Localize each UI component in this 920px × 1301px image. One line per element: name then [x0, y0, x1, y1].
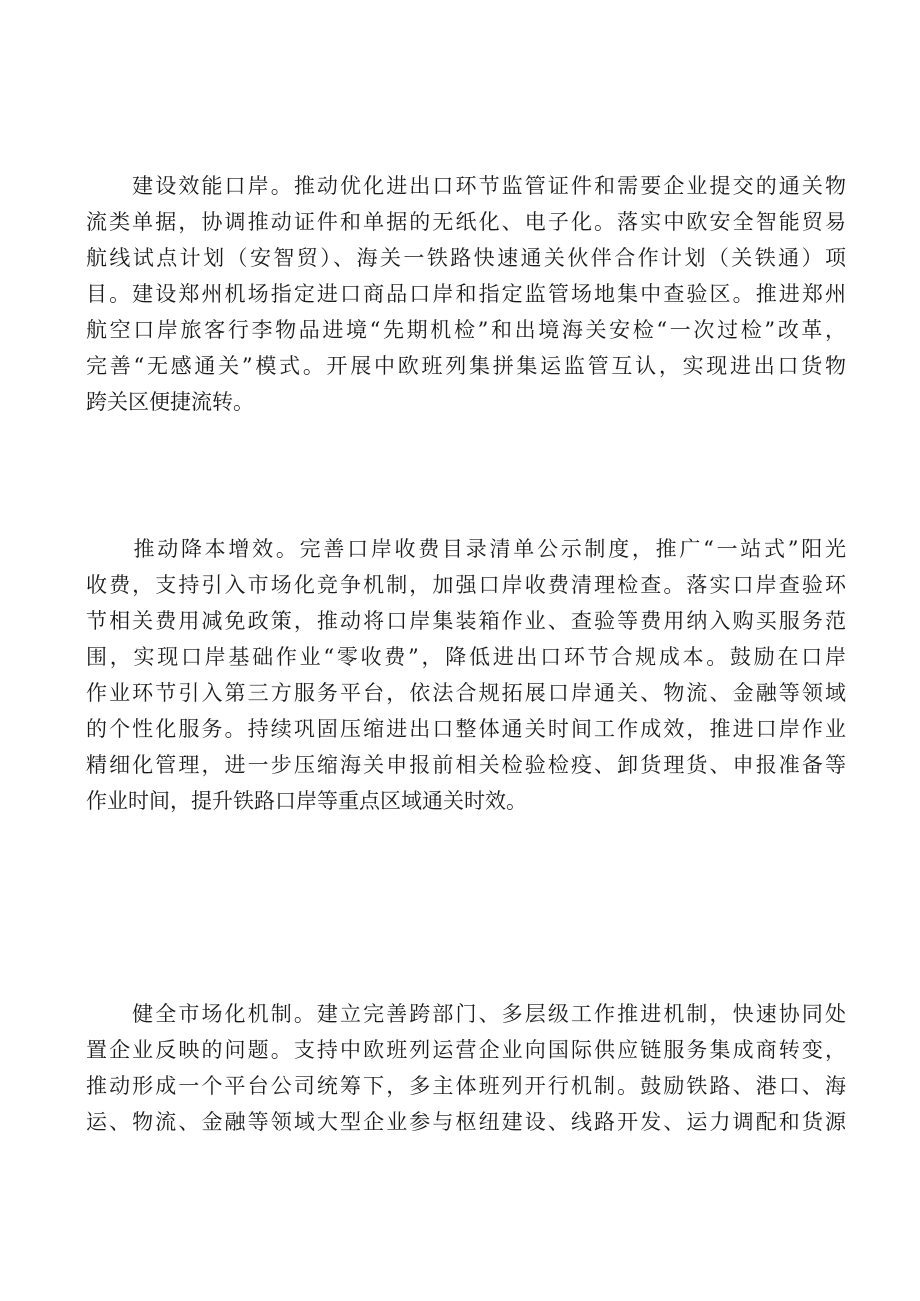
- text-line: 收费，支持引入市场化竞争机制，加强口岸收费清理检查。落实口岸查验环: [86, 573, 846, 597]
- text-line: 航空口岸旅客行李物品进境“先期机检”和出境海关安检“一次过检”改革，: [86, 318, 846, 342]
- text-line: 流类单据，协调推动证件和单据的无纸化、电子化。落实中欧安全智能贸易: [86, 210, 846, 234]
- paragraph-cost-reduction: [86, 531, 846, 819]
- text-line: 的个性化服务。持续巩固压缩进出口整体通关时间工作成效，推进口岸作业: [86, 717, 846, 741]
- text-line: 建设效能口岸。推动优化进出口环节监管证件和需要企业提交的通关物: [86, 174, 846, 198]
- text-line: 精细化管理，进一步压缩海关申报前相关检验检疫、卸货理货、申报准备等: [86, 753, 846, 777]
- paragraph-market-mechanism: [86, 996, 846, 1140]
- text-line: 作业环节引入第三方服务平台，依法合规拓展口岸通关、物流、金融等领域: [86, 681, 846, 705]
- text-line: 运、物流、金融等领域大型企业参与枢纽建设、线路开发、运力调配和货源: [86, 1110, 846, 1134]
- paragraph-efficient-port: [86, 168, 846, 420]
- text-line: 目。建设郑州机场指定进口商品口岸和指定监管场地集中查验区。推进郑州: [86, 282, 846, 306]
- text-line: 健全市场化机制。建立完善跨部门、多层级工作推进机制，快速协同处: [86, 1002, 846, 1026]
- text-line: 置企业反映的问题。支持中欧班列运营企业向国际供应链服务集成商转变，: [86, 1038, 846, 1062]
- text-line: 推动形成一个平台公司统筹下，多主体班列开行机制。鼓励铁路、港口、海: [86, 1074, 846, 1098]
- text-line: 航线试点计划（安智贸）、海关一铁路快速通关伙伴合作计划（关铁通）项: [86, 246, 846, 270]
- text-line: 节相关费用减免政策，推动将口岸集装箱作业、查验等费用纳入购买服务范: [86, 609, 846, 633]
- text-line: 跨关区便捷流转。: [86, 390, 254, 414]
- text-line: 作业时间，提升铁路口岸等重点区域通关时效。: [86, 789, 527, 813]
- text-line: 围，实现口岸基础作业“零收费”，降低进出口环节合规成本。鼓励在口岸: [86, 645, 846, 669]
- text-line: 完善“无感通关”模式。开展中欧班列集拼集运监管互认，实现进出口货物: [86, 354, 846, 378]
- text-line: 推动降本增效。完善口岸收费目录清单公示制度，推广“一站式”阳光: [86, 537, 846, 561]
